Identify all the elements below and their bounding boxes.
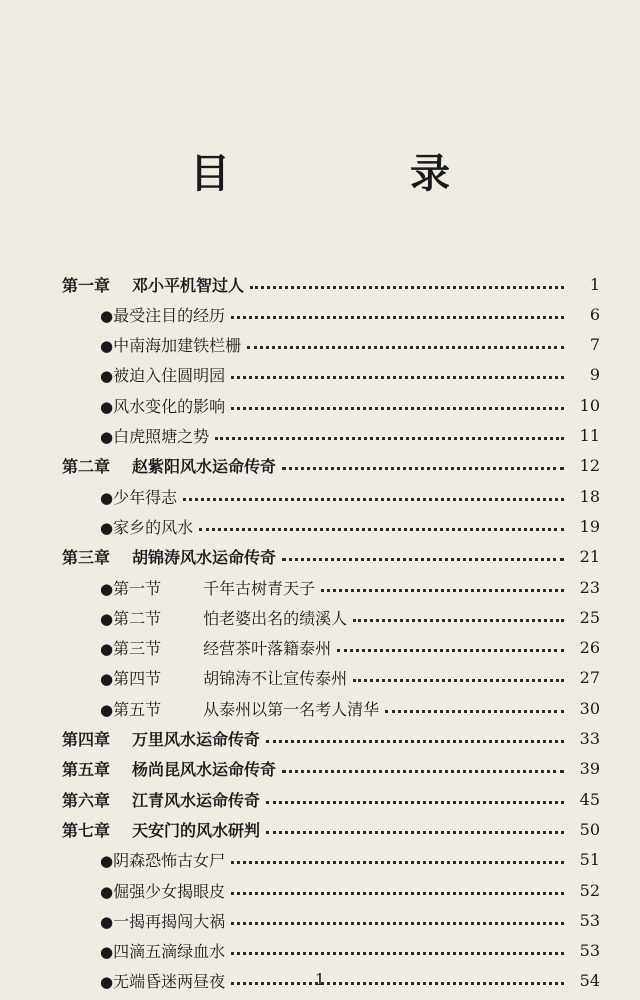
toc-entry-text — [100, 697, 379, 720]
toc-page-number: 53 — [579, 941, 600, 961]
toc-entry-row — [0, 937, 640, 965]
bullet-icon: ● — [100, 367, 114, 386]
dot-leader — [183, 496, 564, 501]
toc-page-number: 12 — [579, 456, 600, 476]
bullet-icon: ● — [100, 640, 114, 659]
toc-entry-text — [100, 333, 241, 356]
toc-page-number: 21 — [579, 547, 600, 567]
toc-title: 无端昏迷两昼夜 — [113, 972, 226, 992]
dot-leader — [282, 556, 564, 561]
dot-leader — [231, 405, 564, 410]
bullet-icon: ● — [100, 488, 114, 507]
dot-leader — [282, 768, 564, 773]
toc-title: 胡锦涛不让宣传泰州 — [203, 669, 348, 689]
toc-entry-row — [0, 694, 640, 722]
bullet-icon: ● — [100, 912, 114, 931]
dot-leader — [337, 647, 564, 652]
toc-section-number: 第三章 — [62, 548, 111, 568]
toc-title: 从泰州以第一名考人清华 — [203, 699, 380, 719]
toc-entry-row — [0, 603, 640, 631]
toc-entry-row — [0, 512, 640, 540]
toc-section-number: 第一章 — [62, 275, 111, 295]
toc-title: 千年古树青天子 — [203, 578, 316, 598]
dot-leader — [199, 526, 564, 531]
toc-title: 邓小平机智过人 — [132, 275, 245, 295]
toc-entry-text — [100, 424, 209, 447]
toc-entry-text — [100, 909, 225, 932]
dot-leader — [231, 374, 564, 379]
toc-title: 经营茶叶落籍泰州 — [203, 639, 332, 659]
toc-section-number: 第三节 — [113, 639, 162, 659]
toc-chapter-row — [0, 725, 640, 753]
toc-chapter-row — [0, 755, 640, 783]
toc-entry-text — [100, 485, 177, 508]
toc-title: 胡锦涛风水运命传奇 — [132, 548, 277, 568]
toc-entry-text — [62, 788, 260, 811]
toc-page-number: 1 — [589, 274, 600, 294]
dot-leader — [266, 799, 564, 804]
toc-page-number: 11 — [579, 426, 600, 445]
toc-page-number: 53 — [579, 910, 600, 930]
toc-entry-row — [0, 876, 640, 904]
toc-entry-row — [0, 634, 640, 662]
toc-entry-text — [100, 636, 331, 659]
toc-title: 怕老婆出名的绩溪人 — [203, 608, 348, 628]
toc-chapter-row — [0, 543, 640, 571]
toc-entry-row — [0, 300, 640, 328]
bullet-icon: ● — [100, 852, 114, 871]
page-title: 目 录 — [190, 150, 520, 197]
toc-entry-text — [100, 576, 315, 599]
toc-title: 家乡的风水 — [113, 517, 194, 537]
toc-title: 中南海加建铁栏栅 — [113, 336, 242, 356]
toc-entry-row — [0, 906, 640, 934]
toc-page-number: 54 — [579, 971, 600, 991]
toc-page-number: 23 — [579, 577, 600, 597]
toc-page-number: 26 — [579, 638, 600, 658]
bullet-icon: ● — [100, 609, 114, 628]
bullet-icon: ● — [100, 943, 114, 962]
toc-entry-text — [100, 515, 193, 538]
dot-leader — [266, 829, 564, 834]
toc-page-number: 27 — [579, 668, 600, 688]
toc-entry-text — [100, 879, 225, 902]
toc-page-number: 9 — [589, 365, 600, 385]
toc-title: 最受注目的经历 — [113, 305, 226, 325]
dot-leader — [231, 314, 564, 319]
toc-title: 被迫入住圆明园 — [113, 366, 226, 386]
dot-leader — [250, 284, 564, 289]
toc-page-number: 51 — [579, 850, 600, 870]
dot-leader — [231, 920, 564, 925]
toc-section-number: 第二章 — [62, 457, 111, 477]
dot-leader — [385, 708, 564, 713]
toc-entry-text — [62, 454, 276, 477]
dot-leader — [231, 890, 564, 895]
bullet-icon: ● — [100, 882, 114, 901]
bullet-icon: ● — [100, 428, 114, 446]
toc-chapter-row — [0, 815, 640, 843]
toc-chapter-row — [0, 270, 640, 298]
toc-page-number: 39 — [579, 759, 600, 779]
toc-entry-text — [62, 727, 260, 750]
toc-entry-text — [62, 818, 260, 841]
toc-entry-text — [100, 606, 347, 629]
toc-title: 少年得志 — [113, 487, 178, 507]
toc-entry-text — [62, 273, 244, 296]
toc-title: 赵紫阳风水运命传奇 — [132, 457, 277, 477]
toc-entry-text — [100, 303, 225, 326]
toc-entry-text — [100, 666, 347, 689]
toc-page-number: 30 — [579, 698, 600, 718]
toc-title: 风水变化的影响 — [113, 396, 226, 416]
toc-entry-row — [0, 664, 640, 692]
toc-title: 江青风水运命传奇 — [132, 790, 261, 810]
bullet-icon: ● — [100, 518, 114, 537]
toc-section-number: 第六章 — [62, 790, 111, 810]
toc-title: 阴森恐怖古女尸 — [113, 851, 226, 871]
toc-title: 天安门的风水研判 — [132, 820, 261, 840]
bullet-icon: ● — [100, 579, 114, 598]
toc-chapter-row — [0, 785, 640, 813]
toc-title: 杨尚昆风水运命传奇 — [132, 760, 277, 780]
dot-leader — [231, 859, 564, 864]
toc-entry-text — [100, 939, 225, 962]
toc-entry-text — [100, 848, 225, 871]
toc-entry-row — [0, 482, 640, 510]
dot-leader — [353, 677, 564, 682]
toc-title: 万里风水运命传奇 — [132, 730, 261, 749]
toc-title: 白虎照塘之势 — [113, 427, 210, 446]
dot-leader — [266, 738, 564, 743]
toc-section-number: 第一节 — [113, 578, 162, 598]
dot-leader — [215, 435, 564, 440]
bullet-icon: ● — [100, 700, 114, 719]
toc-page-number: 33 — [579, 729, 600, 748]
dot-leader — [353, 617, 564, 622]
dot-leader — [231, 950, 564, 955]
toc-title: 四滴五滴绿血水 — [113, 942, 226, 962]
bullet-icon: ● — [100, 670, 114, 689]
toc-entry-row — [0, 846, 640, 874]
toc-section-number: 第四章 — [62, 730, 111, 749]
toc-entry-text — [100, 394, 225, 417]
toc-entry-text — [62, 545, 276, 568]
toc-page-number: 45 — [579, 789, 600, 809]
toc-entry-text — [62, 757, 276, 780]
dot-leader — [321, 587, 564, 592]
toc-page-number: 25 — [579, 607, 600, 627]
bullet-icon: ● — [100, 397, 114, 416]
toc-page-number: 7 — [589, 335, 600, 355]
toc-entry-row — [0, 573, 640, 601]
toc-entry-row — [0, 331, 640, 359]
toc-entry-row — [0, 422, 640, 450]
toc-entry-row — [0, 361, 640, 389]
toc-section-number: 第五章 — [62, 760, 111, 780]
dot-leader — [282, 465, 564, 470]
toc-page-number: 18 — [579, 486, 600, 506]
toc-page-number: 19 — [579, 516, 600, 536]
toc-page-number: 6 — [589, 304, 600, 324]
toc-page-number: 52 — [579, 880, 600, 900]
toc-entry-text — [100, 363, 225, 386]
dot-leader — [247, 344, 564, 349]
toc-section-number: 第七章 — [62, 820, 111, 840]
toc-title: 一揭再揭闯大祸 — [113, 911, 226, 931]
page-number: 1 — [314, 970, 326, 989]
toc-section-number: 第五节 — [113, 699, 162, 719]
bullet-icon: ● — [100, 306, 114, 325]
toc-chapter-row — [0, 452, 640, 480]
toc-page-number: 50 — [579, 819, 600, 839]
toc-section-number: 第二节 — [113, 608, 162, 628]
bullet-icon: ● — [100, 337, 114, 356]
toc-entry-row — [0, 391, 640, 419]
toc-page-number: 10 — [579, 395, 600, 415]
toc-section-number: 第四节 — [113, 669, 162, 689]
toc-title: 倔强少女揭眼皮 — [113, 881, 226, 901]
bullet-icon: ● — [100, 973, 114, 992]
